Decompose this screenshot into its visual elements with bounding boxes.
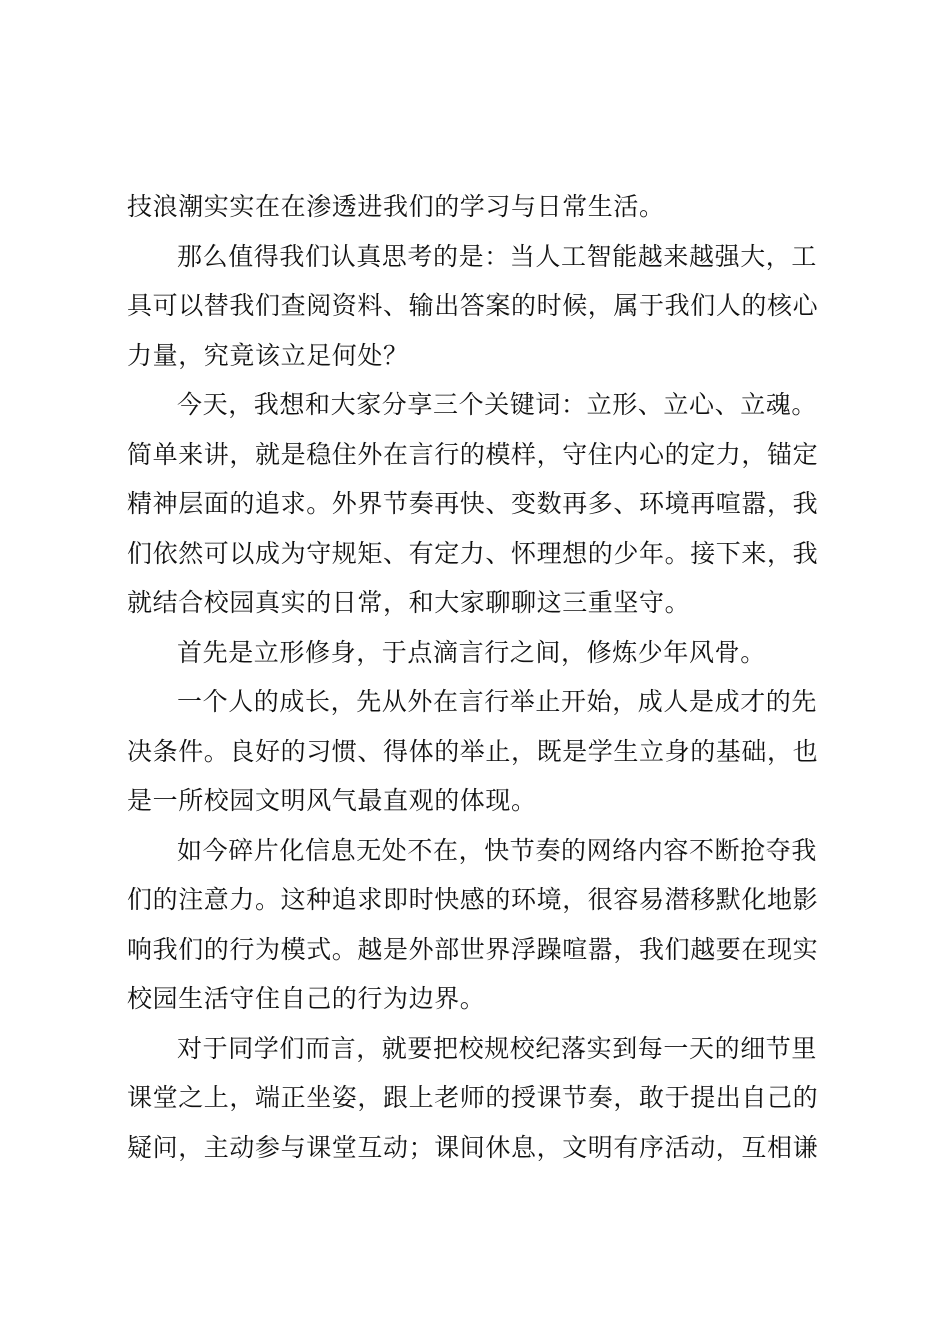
text-line: 们依然可以成为守规矩、有定力、怀理想的少年。接下来，我 bbox=[127, 538, 819, 568]
text-line: 那么值得我们认真思考的是：当人工智能越来越强大，工 bbox=[177, 241, 818, 271]
text-line: 是一所校园文明风气最直观的体现。 bbox=[127, 786, 537, 815]
text-line: 简单来讲，就是稳住外在言行的模样，守住内心的定力，锚定 bbox=[127, 439, 819, 469]
text-line: 技浪潮实实在在渗透进我们的学习与日常生活。 bbox=[127, 192, 665, 221]
text-line: 如今碎片化信息无处不在，快节奏的网络内容不断抢夺我 bbox=[177, 835, 818, 865]
text-line: 对于同学们而言，就要把校规校纪落实到每一天的细节里 bbox=[177, 1033, 818, 1063]
text-line: 具可以替我们查阅资料、输出答案的时候，属于我们人的核心 bbox=[127, 291, 819, 320]
text-line: 决条件。良好的习惯、得体的举止，既是学生立身的基础，也 bbox=[127, 736, 819, 766]
text-line: 响我们的行为模式。越是外部世界浮躁喧嚣，我们越要在现实 bbox=[127, 934, 819, 964]
text-line: 首先是立形修身，于点滴言行之间，修炼少年风骨。 bbox=[177, 637, 766, 667]
text-line: 课堂之上，端正坐姿，跟上老师的授课节奏，敢于提出自己的 bbox=[127, 1083, 819, 1112]
text-line: 精神层面的追求。外界节奏再快、变数再多、环境再喧嚣，我 bbox=[127, 489, 819, 518]
text-line: 就结合校园真实的日常，和大家聊聊这三重坚守。 bbox=[127, 588, 691, 617]
text-line: 力量，究竟该立足何处？ bbox=[127, 340, 409, 370]
text-line: 疑问，主动参与课堂互动；课间休息，文明有序活动，互相谦 bbox=[127, 1132, 819, 1162]
text-line: 今天，我想和大家分享三个关键词：立形、立心、立魂。 bbox=[177, 390, 818, 419]
text-line: 们的注意力。这种追求即时快感的环境，很容易潜移默化地影 bbox=[127, 885, 819, 914]
text-line: 校园生活守住自己的行为边界。 bbox=[127, 984, 486, 1013]
speech-text bbox=[127, 182, 833, 1172]
text-line: 一个人的成长，先从外在言行举止开始，成人是成才的先 bbox=[177, 687, 818, 716]
